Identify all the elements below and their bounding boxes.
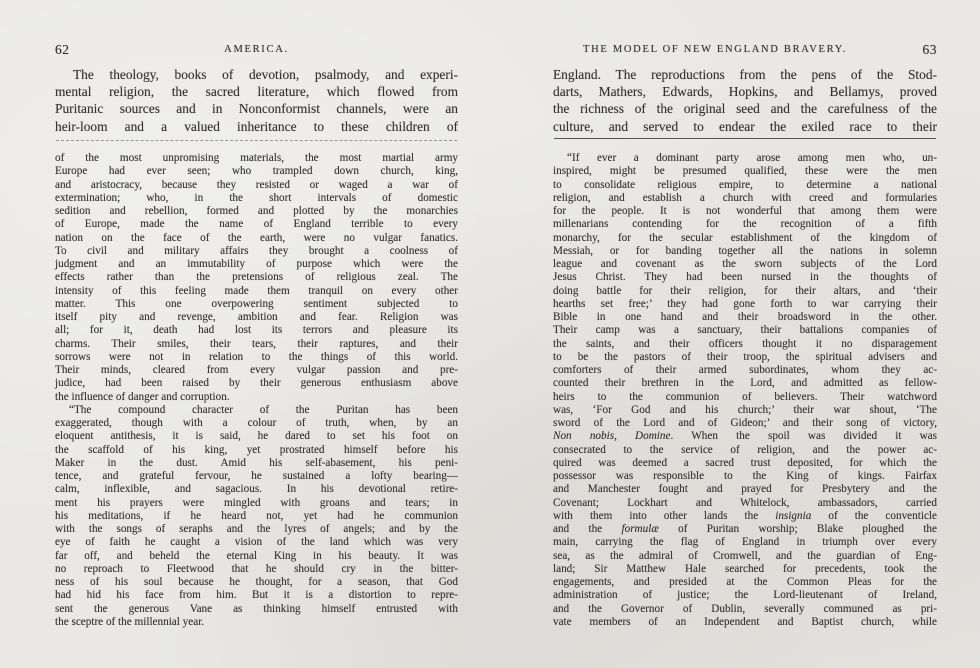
text-line: Maker in the dust. Amid his self-abasement, his peni- <box>55 456 458 469</box>
text-line: heirs to the communion of believers. Their watchword <box>553 390 937 403</box>
text-line: had hid his face from him. But it is a distortion to repre- <box>55 589 458 602</box>
text-line: inspired, might be presumed qualified, these were the men <box>553 165 937 178</box>
right-page-number: 63 <box>922 42 937 57</box>
text-line: culture, and served to endear the exiled race to their <box>553 118 937 134</box>
text-line: and the formulæ of Puritan worship; Blake ploughed the <box>553 523 937 535</box>
left-footnote-text <box>55 152 458 629</box>
text-line: nation on the face of the earth, were no vulgar fanatics. <box>55 231 458 244</box>
text-line: calm, inflexible, and sagacious. In his devotional retire- <box>55 483 458 496</box>
text-line: possessor was responsible to the King of kings. Fairfax <box>553 470 937 482</box>
left-running-header: AMERICA. <box>224 44 289 55</box>
text-line: doing battle for their religion, for their altars, and ‘their <box>553 284 937 297</box>
text-line: Europe had ever seen; who trampled down church, king, <box>55 165 458 178</box>
right-footnote-rule <box>554 138 936 139</box>
text-line: matter. This one overpowering sentiment subjected to <box>55 297 458 310</box>
text-line: of Europe, made the name of England terrible to every <box>55 218 458 231</box>
text-line: Covenant; Lockhart and Whitelock, ambassadors, carried <box>553 496 937 509</box>
text-line: Non nobis, Domine. When the spoil was divided it was <box>553 430 937 443</box>
text-line: monarchy, for the secular establishment of the kingdom of <box>553 231 937 244</box>
text-line: The theology, books of devotion, psalmody, and experi- <box>73 67 458 82</box>
text-line: land; Sir Matthew Hale searched for precedents, took the <box>553 562 937 575</box>
left-page-number: 62 <box>55 42 70 57</box>
text-line: mental religion, the sacred literature, which flowed from <box>55 84 458 100</box>
text-line: all; for it, death had lost its terrors and pleasure its <box>55 324 458 337</box>
text-line: exaggerated, though with a colour of truth, when, by an <box>55 417 458 429</box>
text-line: sword of the Lord and of Gideon;’ and their song of victory, <box>553 417 937 429</box>
left-body-text <box>55 66 458 135</box>
text-line: extermination; who, in the short intervals of domestic <box>55 191 458 204</box>
text-line: eye of faith he caught a vision of the land which was very <box>55 536 458 549</box>
text-line: to consolidate religious empire, to determine a national <box>553 178 937 191</box>
text-line: the sceptre of the millennial year. <box>55 615 205 628</box>
right-page-header <box>553 42 937 57</box>
text-line: Their camp was a sanctuary, their battalions companies of <box>553 324 937 337</box>
right-running-header: THE MODEL OF NEW ENGLAND BRAVERY. <box>583 44 847 55</box>
text-line: and the Governor of Dublin, severally communed as pri- <box>553 602 937 615</box>
text-line: consecrated to the service of religion, and the power ac- <box>553 443 937 456</box>
text-line: ness of his soul because he thought, for a season, that God <box>55 576 458 588</box>
text-line: league and covenant as the sworn subjects of the Lord <box>553 258 937 270</box>
text-line: vate members of an Independent and Baptist church, while <box>553 615 937 628</box>
left-footnote-rule <box>56 140 457 141</box>
text-line: judice, had been raised by their generous enthusiasm above <box>55 377 458 390</box>
text-line: for the people. It is not wonderful that among them were <box>553 205 937 217</box>
text-line: eloquent antithesis, it is said, he dared to set his foot on <box>55 430 458 443</box>
text-line: itself pity and revenge, ambition and fear. Religion was <box>55 311 458 323</box>
text-line: comforters of their armed subordinates, whom they ac- <box>553 364 937 376</box>
text-line: sorrows were not in relation to the things of this world. <box>55 350 458 363</box>
text-line: the richness of the original seed and the carefulness of the <box>553 101 937 117</box>
text-line: and aristocracy, because they resisted or waged a war of <box>55 178 458 191</box>
text-line: administration of justice; the Lord-lieutenant of Ireland, <box>553 589 937 602</box>
text-line: his meditations, if he heard not, yet had he communion <box>55 509 458 522</box>
text-line: Jesus Christ. They had been nursed in the thoughts of <box>553 271 937 284</box>
text-line: sea, as the admiral of Cromwell, and the guardian of Eng- <box>553 549 937 562</box>
right-footnote-text <box>553 152 937 629</box>
text-line: Puritanic sources and in Nonconformist channels, were an <box>55 101 458 117</box>
text-line: darts, Mathers, Edwards, Hopkins, and Bellamys, proved <box>553 84 937 100</box>
text-line: far off, and beheld the eternal King in his beauty. It was <box>55 549 458 562</box>
text-line: effects rather than the pretensions of religious zeal. The <box>55 271 458 284</box>
text-line: Messiah, or for banding together all the nations in solemn <box>553 244 937 257</box>
text-line: sedition and rebellion, formed and plotted by the monarchies <box>55 205 458 217</box>
text-line: no reproach to Fleetwood that he should cry in the bitter- <box>55 562 458 575</box>
text-line: To civil and military affairs they brought a coolness of <box>55 244 458 257</box>
text-line: counted their brethren in the Lord, and admitted as fellow- <box>553 377 937 390</box>
text-line: and Manchester fought and prayed for Presbytery and the <box>553 483 937 496</box>
text-line: with the songs of seraphs and the lyres of angels; and by the <box>55 523 458 535</box>
text-line: sent the generous Vane as thinking himself entrusted with <box>55 602 458 615</box>
text-line: to be the pastors of their troop, the spiritual advisers and <box>553 350 937 363</box>
text-line: with them into other lands the insignia of the conventicle <box>553 509 937 522</box>
text-line: heir-loom and a valued inheritance to these children of <box>55 118 458 134</box>
text-line: millenarians contending for the recognition of a fifth <box>553 218 937 231</box>
text-line: main, carrying the flag of England in triumph over every <box>553 536 937 549</box>
text-line: Their minds, cleared from every vulgar passion and pre- <box>55 364 458 376</box>
right-body-text <box>553 66 937 135</box>
text-line: hearths set free;’ they had gone forth to war carrying their <box>553 297 937 310</box>
text-line: the saints, and their officers thought it no disparagement <box>553 337 937 350</box>
text-line: of the most unpromising materials, the most martial army <box>55 152 458 164</box>
text-line: the influence of danger and corruption. <box>55 390 230 403</box>
text-line: “The compound character of the Puritan has been <box>69 403 458 416</box>
text-line: charms. Their smiles, their tears, their raptures, and their <box>55 337 458 350</box>
left-page-header <box>55 42 458 57</box>
text-line: “If ever a dominant party arose among men who, un- <box>567 152 937 164</box>
text-line: England. The reproductions from the pens of the Stod- <box>553 67 937 82</box>
text-line: quired was deemed a sacred trust deposited, for which the <box>553 456 937 469</box>
text-line: tence, and grateful fervour, he sustained a lofty bearing— <box>55 470 458 482</box>
text-line: intensity of this feeling made them tranquil on every other <box>55 284 458 297</box>
text-line: judgment and an immutability of purpose which were the <box>55 258 458 270</box>
text-line: religion, and establish a church with creed and formularies <box>553 191 937 204</box>
text-line: engagements, and presided at the Common Pleas for the <box>553 576 937 588</box>
text-line: Bible in one hand and their broadsword in the other. <box>553 311 937 323</box>
text-line: was, ‘For God and his church;’ their war shout, ‘The <box>553 403 937 416</box>
text-line: ment his prayers were mingled with groans and tears; in <box>55 496 458 509</box>
text-line: the scaffold of his king, yet prostrated himself before his <box>55 443 458 456</box>
